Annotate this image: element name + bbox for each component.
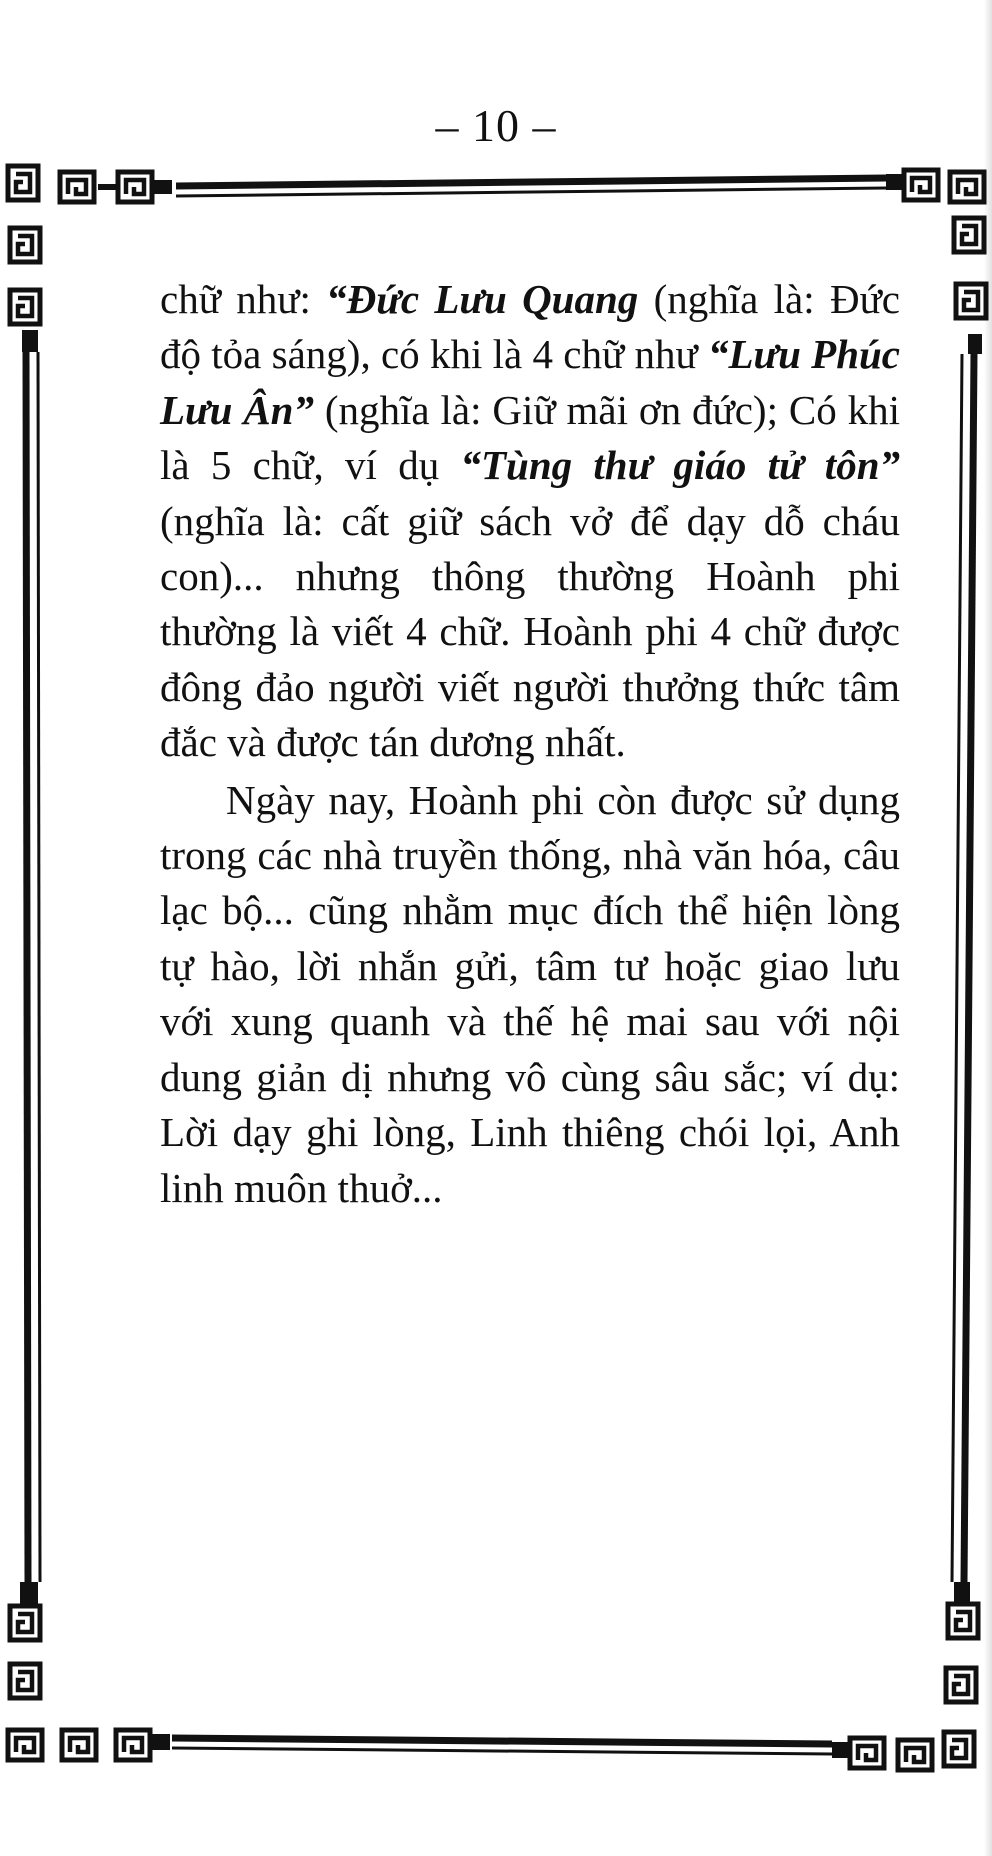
left-border [10, 228, 40, 1698]
paragraph: Ngày nay, Hoành phi còn được sử dụng trong các nhà truyền thống, nhà văn hóa, câu lạc bộ... cũng nhằm mục đích thể hiện lòng tự hào, lời nhắn gửi, tâm tư hoặc giao lưu với xung quanh và thế hệ mai sau với nội dung giản dị nhưng vô cùng sâu sắc; ví dụ: Lời dạy ghi lòng, Linh thiêng chói lọi, Anh linh muôn thuở... [160, 776, 900, 1211]
text-run: (nghĩa là: cất giữ sách vở để dạy dỗ cháu con)... nhưng thông thường Hoành phi thường là viết 4 chữ. Hoành phi 4 chữ được đông đảo người viết người thưởng thức tâm đắc và được tán dương nhất. [160, 497, 900, 766]
body-text [160, 272, 900, 1216]
italic-phrase: “Lưu Phúc Lưu Ân” [160, 331, 901, 433]
paragraph [160, 272, 900, 771]
bottom-border [8, 1730, 974, 1770]
italic-phrase: “Đức Lưu Quang [326, 276, 639, 322]
text-run: chữ như: [160, 276, 327, 322]
page-number: – 10 – [435, 100, 557, 151]
text-run: (nghĩa là: Đức độ tỏa sáng), có khi là 4 chữ như [160, 276, 900, 378]
page-edge-shadow [984, 0, 992, 1856]
text-run: (nghĩa là: Giữ mãi ơn đức); Có khi là 5 chữ, ví dụ [160, 386, 900, 489]
right-border [946, 218, 986, 1702]
italic-phrase: “Tùng thư giáo tử tôn” [460, 442, 900, 489]
top-border [8, 166, 984, 202]
